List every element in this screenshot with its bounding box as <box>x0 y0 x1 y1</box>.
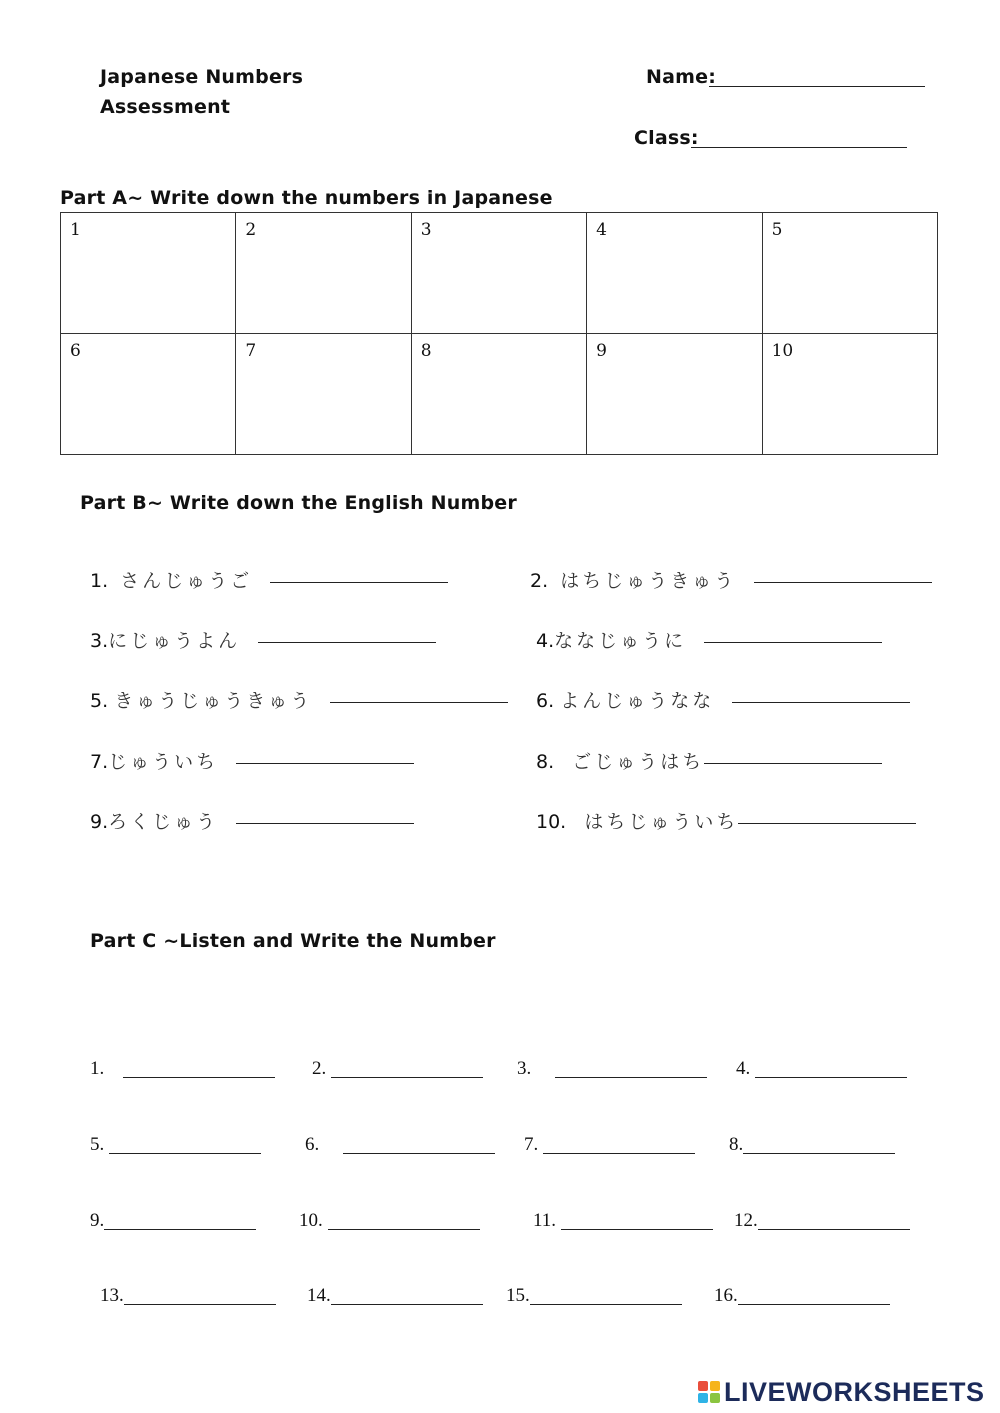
item-number: 8. <box>536 751 555 773</box>
part-a-row <box>61 213 938 334</box>
item-number: 5. <box>90 690 109 712</box>
answer-line[interactable] <box>124 1302 276 1305</box>
cell-number: 10 <box>771 341 794 361</box>
answer-line[interactable] <box>331 1302 483 1305</box>
answer-line[interactable] <box>738 1302 890 1305</box>
item-number: 1. <box>90 1058 105 1079</box>
part-a-cell-9[interactable] <box>587 334 762 455</box>
kana-prompt: ごじゅうはち <box>572 751 705 773</box>
cell-number: 5 <box>771 220 783 240</box>
part-c-item-8 <box>729 1134 895 1156</box>
answer-line[interactable] <box>258 640 436 643</box>
item-number: 10. <box>536 811 567 833</box>
answer-line[interactable] <box>236 821 414 824</box>
item-number: 7. <box>90 751 109 773</box>
item-number: 5. <box>90 1134 105 1155</box>
answer-line[interactable] <box>704 761 882 764</box>
answer-line[interactable] <box>330 700 508 703</box>
item-number: 8. <box>729 1134 744 1155</box>
part-b-item-10 <box>536 807 916 834</box>
part-c-item-3 <box>517 1058 707 1080</box>
kana-prompt: はちじゅうきゅう <box>560 570 737 592</box>
part-b-item-8 <box>536 747 882 774</box>
part-c-item-15 <box>506 1285 682 1307</box>
item-number: 4. <box>736 1058 751 1079</box>
part-a-cell-7[interactable] <box>236 334 411 455</box>
answer-line[interactable] <box>755 1075 907 1078</box>
item-number: 1. <box>90 570 109 592</box>
part-c-title: Part C ~Listen and Write the Number <box>90 930 496 952</box>
item-number: 9. <box>90 1210 105 1231</box>
logo-square <box>698 1381 708 1391</box>
cell-number: 6 <box>70 341 81 361</box>
answer-line[interactable] <box>543 1151 695 1154</box>
item-number: 4. <box>536 630 555 652</box>
part-c-item-1 <box>90 1058 275 1080</box>
cell-number: 3 <box>420 220 432 240</box>
part-b-item-2 <box>530 566 932 593</box>
part-c-item-7 <box>524 1134 695 1156</box>
part-c-item-14 <box>307 1285 483 1307</box>
part-a-grid <box>60 212 938 455</box>
part-a-row <box>61 334 938 455</box>
class-field[interactable] <box>691 147 907 148</box>
item-number: 3. <box>90 630 109 652</box>
answer-line[interactable] <box>555 1075 707 1078</box>
part-a-title: Part A~ Write down the numbers in Japanese <box>60 187 553 209</box>
cell-number: 2 <box>245 220 257 240</box>
item-number: 12. <box>734 1210 758 1231</box>
part-c-item-13 <box>100 1285 276 1307</box>
item-number: 15. <box>506 1285 530 1306</box>
part-a-cell-3[interactable] <box>411 213 586 334</box>
logo-text: LIVEWORKSHEETS <box>724 1376 985 1407</box>
answer-line[interactable] <box>343 1151 495 1154</box>
part-a-cell-4[interactable] <box>587 213 762 334</box>
kana-prompt: はちじゅういち <box>584 811 739 833</box>
answer-line[interactable] <box>328 1227 480 1230</box>
answer-line[interactable] <box>561 1227 713 1230</box>
part-a-cell-1[interactable] <box>61 213 236 334</box>
kana-prompt: よんじゅうなな <box>560 690 715 712</box>
answer-line[interactable] <box>236 761 414 764</box>
kana-prompt: きゅうじゅうきゅう <box>114 690 313 712</box>
cell-number: 7 <box>245 341 257 361</box>
logo-mark-icon <box>698 1381 720 1403</box>
part-c-item-16 <box>714 1285 890 1307</box>
part-b-item-3 <box>90 626 436 653</box>
answer-line[interactable] <box>123 1075 275 1078</box>
item-number: 6. <box>536 690 555 712</box>
item-number: 3. <box>517 1058 532 1079</box>
part-a-cell-8[interactable] <box>411 334 586 455</box>
cell-number: 8 <box>420 341 432 361</box>
answer-line[interactable] <box>331 1075 483 1078</box>
answer-line[interactable] <box>732 700 910 703</box>
class-label: Class: <box>634 127 699 149</box>
part-a-cell-10[interactable] <box>762 334 937 455</box>
answer-line[interactable] <box>109 1151 261 1154</box>
answer-line[interactable] <box>104 1227 256 1230</box>
part-b-item-1 <box>90 566 448 593</box>
cell-number: 1 <box>70 220 81 240</box>
part-a-cell-5[interactable] <box>762 213 937 334</box>
item-number: 16. <box>714 1285 738 1306</box>
kana-prompt: さんじゅうご <box>120 570 253 592</box>
kana-prompt: じゅういち <box>108 751 219 773</box>
part-c-item-9 <box>90 1210 256 1232</box>
item-number: 11. <box>533 1210 557 1231</box>
cell-number: 9 <box>596 341 607 361</box>
name-label: Name: <box>646 66 717 88</box>
logo-square <box>710 1393 720 1403</box>
worksheet-title-line2: Assessment <box>100 96 231 118</box>
part-a-cell-2[interactable] <box>236 213 411 334</box>
answer-line[interactable] <box>743 1151 895 1154</box>
item-number: 13. <box>100 1285 124 1306</box>
part-b-item-7 <box>90 747 414 774</box>
answer-line[interactable] <box>738 821 916 824</box>
worksheet-title-line1: Japanese Numbers <box>100 66 304 88</box>
part-c-item-6 <box>305 1134 495 1156</box>
item-number: 6. <box>305 1134 320 1155</box>
item-number: 2. <box>530 570 549 592</box>
item-number: 7. <box>524 1134 539 1155</box>
part-c-item-11 <box>533 1210 713 1232</box>
part-b-item-9 <box>90 807 414 834</box>
part-c-item-12 <box>734 1210 910 1232</box>
part-b-item-5 <box>90 686 508 713</box>
cell-number: 4 <box>596 220 607 240</box>
item-number: 9. <box>90 811 109 833</box>
item-number: 14. <box>307 1285 331 1306</box>
answer-line[interactable] <box>754 580 932 583</box>
kana-prompt: にじゅうよん <box>108 630 241 652</box>
answer-line[interactable] <box>704 640 882 643</box>
name-field[interactable] <box>709 86 925 87</box>
item-number: 10. <box>299 1210 323 1231</box>
liveworksheets-logo <box>698 1374 985 1410</box>
part-c-item-4 <box>736 1058 907 1080</box>
logo-square <box>698 1393 708 1403</box>
part-c-item-2 <box>312 1058 483 1080</box>
part-c-item-5 <box>90 1134 261 1156</box>
logo-square <box>710 1381 720 1391</box>
part-b-item-4 <box>536 626 882 653</box>
kana-prompt: ろくじゅう <box>108 811 219 833</box>
answer-line[interactable] <box>270 580 448 583</box>
part-c-item-10 <box>299 1210 480 1232</box>
part-b-item-6 <box>536 686 910 713</box>
answer-line[interactable] <box>758 1227 910 1230</box>
part-a-cell-6[interactable] <box>61 334 236 455</box>
item-number: 2. <box>312 1058 327 1079</box>
part-b-title: Part B~ Write down the English Number <box>80 492 517 514</box>
kana-prompt: ななじゅうに <box>554 630 687 652</box>
answer-line[interactable] <box>530 1302 682 1305</box>
